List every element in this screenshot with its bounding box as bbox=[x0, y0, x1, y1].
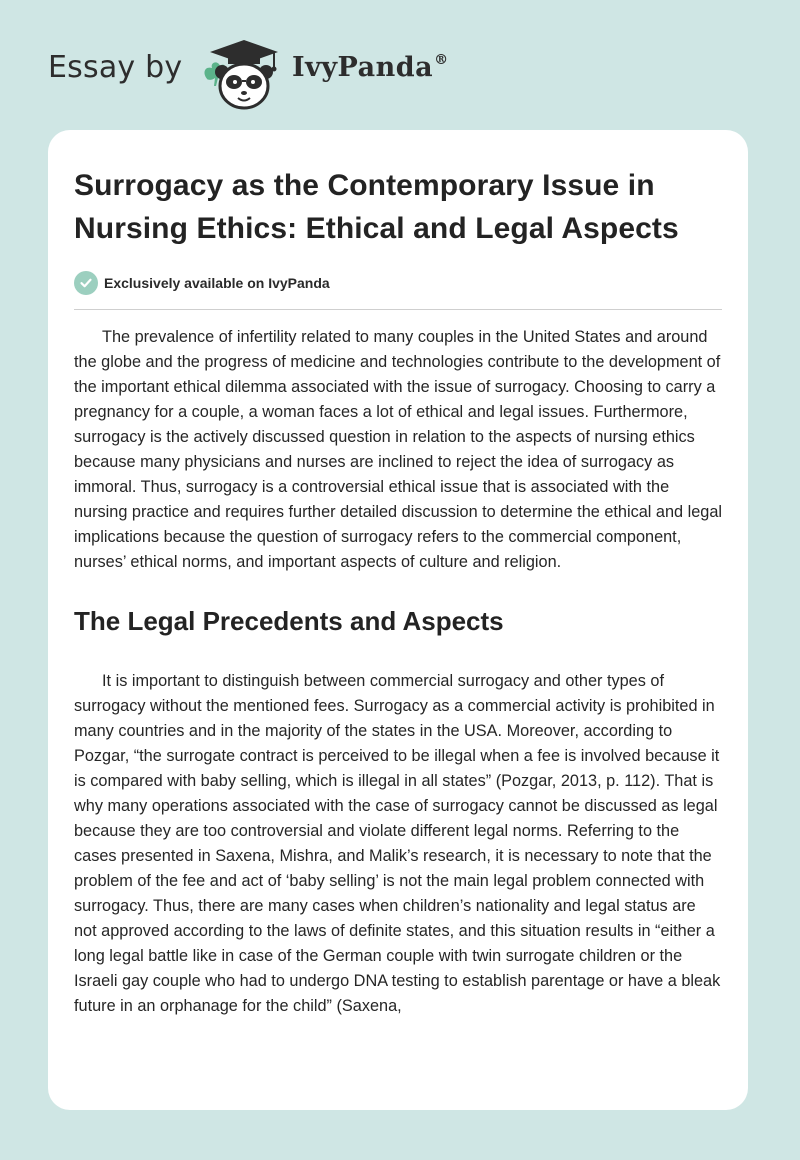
section-paragraph: It is important to distinguish between commercial surrogacy and other types of surrogacy without the mentioned fees. Surrogacy as a commercial activity is prohibited in many countries and in the majority of the states in the USA. Moreover, according to Pozgar, “the surrogate contract is perceived to be illegal when a fee is involved because it is compared with baby selling, which is illegal in all states” (Pozgar, 2013, p. 112). That is why many operations associated with the case of surrogacy cannot be discussed as legal because they are too controversial and violate different legal norms. Referring to the cases presented in Saxena, Mishra, and Malik’s research, it is necessary to note that the problem of the fee and act of ‘baby selling’ is not the main legal problem connected with surrogacy. Thus, there are many cases when children’s nationality and legal status are not approved according to the laws of definite states, and this situation results in “either a long legal battle like in case of the German couple with twin surrogate children or the Israeli gay couple who had to undergo DNA testing to establish parentage or have a bleak future in an orphanage for the child” (Saxena, bbox=[74, 672, 721, 1015]
exclusive-label: Exclusively available on IvyPanda bbox=[104, 275, 330, 291]
registered-mark: ® bbox=[434, 52, 449, 68]
brand-text: IvyPanda bbox=[292, 52, 434, 83]
essay-by-label: Essay by bbox=[48, 50, 183, 85]
check-circle-icon bbox=[74, 271, 98, 295]
brand-name[interactable] bbox=[292, 52, 449, 83]
divider bbox=[74, 309, 722, 310]
essay-card bbox=[48, 130, 748, 1110]
page-title: Surrogacy as the Contemporary Issue in Nursing Ethics: Ethical and Legal Aspects bbox=[74, 169, 679, 245]
exclusive-badge bbox=[74, 270, 722, 296]
panda-graduate-icon[interactable] bbox=[200, 36, 284, 112]
section-heading: The Legal Precedents and Aspects bbox=[74, 606, 504, 636]
site-header bbox=[0, 0, 800, 120]
intro-paragraph: The prevalence of infertility related to many couples in the United States and around the globe and the progress of medicine and technologies contribute to the development of the important ethical dilemma associated with the issue of surrogacy. Choosing to carry a pregnancy for a couple, a woman faces a lot of ethical and legal issues. Furthermore, surrogacy is the actively discussed question in relation to the aspects of nursing ethics because many physicians and nurses are inclined to reject the idea of surrogacy as immoral. Thus, surrogacy is a controversial ethical issue that is associated with the nursing practice and requires further detailed discussion to determine the ethical and legal implications because the question of surrogacy refers to the commercial component, nurses’ ethical norms, and important aspects of culture and religion. bbox=[74, 328, 723, 571]
